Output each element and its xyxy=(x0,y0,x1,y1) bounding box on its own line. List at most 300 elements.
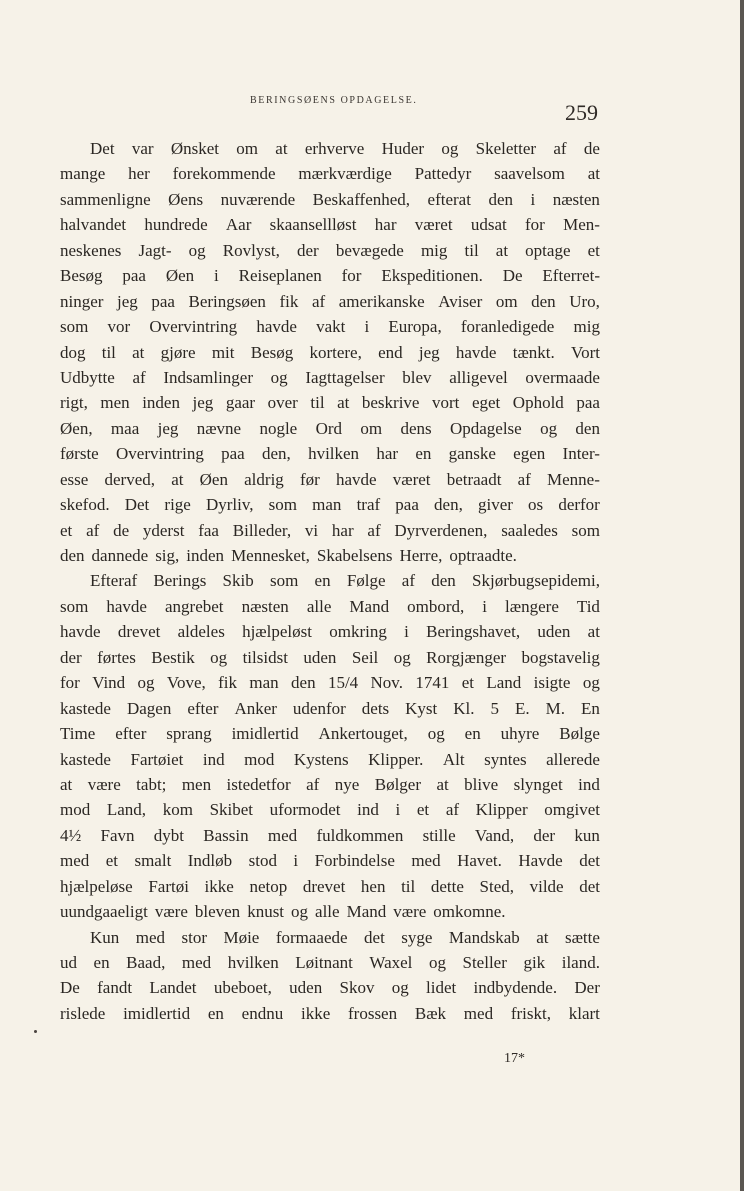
text-line xyxy=(60,441,600,466)
word: en xyxy=(415,444,432,464)
word: hvilken xyxy=(308,444,360,464)
word: inden xyxy=(142,393,180,413)
page-number: 259 xyxy=(565,100,598,125)
word: isigte xyxy=(533,673,571,693)
word: den, xyxy=(261,444,291,464)
word: efter xyxy=(115,724,147,744)
word: rislede xyxy=(60,1003,106,1023)
text-line xyxy=(60,721,600,746)
word: paa xyxy=(576,393,600,413)
text-line xyxy=(60,899,600,924)
word: Seil xyxy=(351,647,379,667)
word: hen xyxy=(360,876,386,896)
word: Tid xyxy=(576,596,600,616)
word: Sted, xyxy=(479,876,514,896)
word: smalt xyxy=(134,851,172,871)
word: os xyxy=(528,495,544,515)
word: og xyxy=(441,139,459,158)
word: Aviser xyxy=(438,291,483,311)
word: skefod. xyxy=(60,495,110,515)
word: over xyxy=(267,393,298,413)
word: omkring xyxy=(329,622,387,642)
text-line xyxy=(60,136,600,161)
word: aldrig xyxy=(244,469,284,489)
word: Bestik xyxy=(151,647,195,667)
word: alle xyxy=(315,902,340,922)
word: Vand, xyxy=(474,825,515,845)
word: der xyxy=(60,647,82,667)
word: førtes xyxy=(97,647,136,667)
word: Møie xyxy=(223,927,260,947)
word: dette xyxy=(430,876,464,896)
word: at xyxy=(171,469,184,489)
text-line xyxy=(60,594,600,619)
word: Beringshavet, xyxy=(426,622,521,642)
margin-dot xyxy=(34,1030,37,1033)
text-line xyxy=(60,492,600,517)
word: den, xyxy=(434,495,463,515)
text-line xyxy=(60,187,600,212)
word: bleven xyxy=(194,902,241,922)
word: vi xyxy=(304,520,319,540)
word: betraadt xyxy=(446,469,502,489)
word: ikke xyxy=(204,876,234,896)
text-line xyxy=(60,340,600,365)
word: at xyxy=(275,139,288,158)
word: den xyxy=(60,546,85,565)
word: om xyxy=(360,418,383,438)
word: uden xyxy=(537,622,571,642)
word: Der xyxy=(574,978,600,998)
word: Fartøiet xyxy=(130,749,184,769)
word: inden xyxy=(186,546,225,565)
word: udsat xyxy=(470,215,507,235)
word: Nov. xyxy=(370,673,403,693)
word: Overvintring xyxy=(149,317,238,337)
word: at xyxy=(495,240,509,260)
word: Dagen xyxy=(126,698,172,718)
word: mange xyxy=(60,164,106,184)
word: Steller xyxy=(462,953,507,972)
word: Ord xyxy=(315,418,343,438)
word: Bølge xyxy=(559,724,600,744)
word: til xyxy=(101,342,116,362)
text-line xyxy=(60,289,600,314)
word: de xyxy=(113,520,130,540)
word: Ønsket xyxy=(170,139,219,158)
page-edge xyxy=(740,0,744,1191)
word: og xyxy=(291,902,309,922)
word: kom xyxy=(162,800,193,820)
word: blev xyxy=(402,367,432,387)
word: alligevel xyxy=(449,367,508,387)
word: efterat xyxy=(427,189,471,209)
word: jeg xyxy=(192,393,214,413)
word: Iagttagelser xyxy=(305,367,385,387)
word: til xyxy=(310,393,325,413)
word: amerikanske xyxy=(338,291,425,311)
word: Øen, xyxy=(60,418,93,438)
word: fuldkommen xyxy=(316,825,404,845)
word: Klipper. xyxy=(368,749,424,769)
word: neskenes xyxy=(60,240,122,260)
word: Havde xyxy=(518,851,563,871)
word: endnu xyxy=(241,1003,284,1023)
word: Men- xyxy=(563,215,600,235)
word: Bæk xyxy=(414,1003,447,1023)
word: som xyxy=(60,596,89,616)
word: foranledigede xyxy=(460,317,555,337)
word: gik xyxy=(523,953,546,972)
word: Beringsøen xyxy=(188,291,266,311)
word: det xyxy=(364,927,385,947)
word: 4½ xyxy=(60,825,82,845)
word: havde xyxy=(455,342,497,362)
word: knust xyxy=(247,902,285,922)
word: dog xyxy=(60,342,86,362)
word: af xyxy=(553,139,567,158)
word: mig xyxy=(420,240,448,260)
word: Vort xyxy=(571,342,600,362)
word: Vove, xyxy=(166,673,206,693)
text-line xyxy=(60,670,600,695)
word: sammenligne xyxy=(60,189,151,209)
word: optage xyxy=(525,240,571,260)
word: optraadte. xyxy=(449,546,517,565)
word: bogstavelig xyxy=(521,647,600,667)
word: og xyxy=(428,953,446,972)
word: traf xyxy=(356,495,381,515)
word: Indløb xyxy=(187,851,233,871)
word: jeg xyxy=(117,291,138,311)
word: stor xyxy=(181,927,207,947)
word: som xyxy=(571,520,600,540)
word: udenfor xyxy=(292,698,346,718)
word: af xyxy=(367,520,381,540)
word: Det xyxy=(90,139,115,158)
word: var xyxy=(131,139,154,158)
word: at xyxy=(337,393,350,413)
text-line xyxy=(60,772,600,797)
word: esse xyxy=(60,469,89,489)
word: Indsamlinger xyxy=(163,367,254,387)
word: Udbytte xyxy=(60,367,115,387)
word: ganske xyxy=(448,444,496,464)
word: sprang xyxy=(166,724,212,744)
word: første xyxy=(60,444,99,464)
word: aldeles xyxy=(177,622,225,642)
word: De xyxy=(60,978,80,998)
word: dybt xyxy=(153,825,185,845)
word: med xyxy=(60,851,90,871)
word: være xyxy=(154,902,188,922)
word: Forbindelse xyxy=(314,851,395,871)
word: og xyxy=(391,978,409,998)
word: Huder xyxy=(381,139,425,158)
word: har xyxy=(374,215,397,235)
word: sig, xyxy=(155,546,180,565)
word: med xyxy=(411,851,441,871)
word: saavelsom xyxy=(494,164,565,184)
word: Alt xyxy=(442,749,465,769)
word: næsten xyxy=(241,596,289,616)
word: uden xyxy=(303,647,337,667)
word: stod xyxy=(248,851,277,871)
word: drevet xyxy=(302,876,346,896)
word: Time xyxy=(60,724,96,744)
text-line xyxy=(60,874,600,899)
word: men xyxy=(181,774,212,794)
word: i xyxy=(404,622,409,642)
word: bevægede xyxy=(335,240,404,260)
text-line xyxy=(60,975,600,1000)
word: Det xyxy=(124,495,150,515)
word: ind xyxy=(578,774,600,794)
word: netop xyxy=(249,876,288,896)
word: end xyxy=(378,342,403,362)
word: Ophold xyxy=(512,393,564,413)
word: man xyxy=(312,495,342,515)
word: vilde xyxy=(529,876,564,896)
word: de xyxy=(583,139,600,158)
word: drevet xyxy=(117,622,161,642)
word: kun xyxy=(574,825,600,845)
word: Bølger xyxy=(374,774,422,794)
text-line xyxy=(60,645,600,670)
word: overmaade xyxy=(525,367,600,387)
word: havde xyxy=(335,469,377,489)
word: faa xyxy=(198,520,219,540)
text-line xyxy=(60,568,600,593)
word: en xyxy=(93,953,110,972)
word: paa xyxy=(395,495,419,515)
word: gaar xyxy=(225,393,256,413)
word: allerede xyxy=(546,749,600,769)
word: giver xyxy=(477,495,513,515)
word: sætte xyxy=(564,927,600,947)
word: det xyxy=(579,876,600,896)
word: men xyxy=(100,393,130,413)
word: omgivet xyxy=(544,800,600,820)
word: M. xyxy=(545,698,565,718)
word: Ankertouget, xyxy=(318,724,408,744)
word: og xyxy=(137,673,155,693)
word: i xyxy=(364,317,370,337)
word: om xyxy=(495,291,518,311)
word: Jagt- xyxy=(138,240,172,260)
word: i xyxy=(530,189,536,209)
word: en xyxy=(464,724,481,744)
body-text xyxy=(60,136,600,1026)
word: Baad, xyxy=(126,953,166,972)
word: forekommende xyxy=(172,164,276,184)
word: og xyxy=(582,673,600,693)
text-line xyxy=(60,543,600,568)
word: og xyxy=(540,418,558,438)
word: den xyxy=(291,673,316,693)
word: det xyxy=(579,851,600,871)
text-line xyxy=(60,950,600,975)
word: Kun xyxy=(90,927,120,947)
word: blive xyxy=(464,774,499,794)
word: efter xyxy=(187,698,219,718)
word: Reiseplanen xyxy=(238,266,322,286)
word: Aar xyxy=(225,215,252,235)
word: den xyxy=(431,571,456,591)
word: paa xyxy=(122,266,146,286)
word: kastede xyxy=(60,698,111,718)
word: havde xyxy=(60,622,101,642)
word: Waxel xyxy=(369,953,413,972)
word: 15/4 xyxy=(327,673,359,693)
word: med xyxy=(463,1003,494,1023)
word: man xyxy=(249,673,279,693)
word: vor xyxy=(107,317,131,337)
word: og xyxy=(393,647,411,667)
word: uden xyxy=(289,978,323,998)
text-line xyxy=(60,263,600,288)
word: kastede xyxy=(60,749,111,769)
word: mod xyxy=(60,800,91,820)
word: Besøg xyxy=(250,342,294,362)
word: Kl. xyxy=(453,698,475,718)
word: indbydende. xyxy=(473,978,558,998)
word: af xyxy=(445,800,460,820)
word: med xyxy=(135,927,166,947)
word: været xyxy=(392,469,431,489)
word: erhverve xyxy=(304,139,365,158)
text-line xyxy=(60,212,600,237)
word: paa xyxy=(221,444,245,464)
word: dens xyxy=(400,418,432,438)
text-line xyxy=(60,518,600,543)
text-line xyxy=(60,925,600,950)
word: Mandskab xyxy=(448,927,520,947)
word: skaansellløst xyxy=(269,215,357,235)
word: alle xyxy=(306,596,332,616)
text-line xyxy=(60,747,600,772)
word: af xyxy=(132,367,146,387)
word: Efterret- xyxy=(542,266,600,286)
word: et xyxy=(416,800,430,820)
word: Bassin xyxy=(203,825,249,845)
word: Vind xyxy=(92,673,126,693)
word: her xyxy=(128,164,150,184)
text-line xyxy=(60,390,600,415)
word: paa xyxy=(151,291,175,311)
text-line xyxy=(60,314,600,339)
word: saaledes xyxy=(501,520,558,540)
word: et xyxy=(587,240,600,260)
word: ubeboet, xyxy=(213,978,272,998)
word: Skabelsens xyxy=(316,546,393,565)
word: ikke xyxy=(300,1003,331,1023)
word: Øen xyxy=(165,266,195,286)
word: og xyxy=(427,724,445,744)
word: Mand xyxy=(346,902,387,922)
word: for xyxy=(60,673,80,693)
word: E. xyxy=(514,698,530,718)
word: eget xyxy=(471,393,501,413)
word: mig xyxy=(573,317,600,337)
word: mod xyxy=(244,749,275,769)
word: Rovlyst, xyxy=(222,240,280,260)
word: ombord, xyxy=(407,596,465,616)
word: Land, xyxy=(106,800,147,820)
word: Skibet xyxy=(209,800,254,820)
word: Dyrliv, xyxy=(205,495,254,515)
word: Løitnant xyxy=(295,953,353,972)
word: Landet xyxy=(149,978,197,998)
text-line xyxy=(60,848,600,873)
word: næsten xyxy=(552,189,600,209)
word: Besøg xyxy=(60,266,103,286)
word: nogle xyxy=(259,418,298,438)
word: til xyxy=(464,240,479,260)
word: formaaede xyxy=(275,927,348,947)
word: af xyxy=(401,571,416,591)
word: beskrive xyxy=(361,393,420,413)
word: i xyxy=(214,266,219,286)
word: og xyxy=(270,367,288,387)
word: med xyxy=(181,953,212,972)
word: være xyxy=(87,774,121,794)
word: hjælpeløst xyxy=(242,622,312,642)
word: for xyxy=(341,266,362,286)
word: dannede xyxy=(91,546,149,565)
word: ind xyxy=(357,800,379,820)
word: Pattedyr xyxy=(414,164,472,184)
word: vort xyxy=(432,393,460,413)
word: til xyxy=(401,876,416,896)
word: Billeder, xyxy=(232,520,292,540)
word: frossen xyxy=(348,1003,398,1023)
word: har xyxy=(376,444,399,464)
word: Skjørbugsepidemi, xyxy=(472,571,600,591)
word: i xyxy=(482,596,488,616)
word: Øen xyxy=(199,469,228,489)
text-line xyxy=(60,416,600,441)
word: imidlertid xyxy=(231,724,299,744)
word: uformodet xyxy=(269,800,341,820)
word: fandt xyxy=(97,978,133,998)
word: Land xyxy=(486,673,522,693)
word: rige xyxy=(164,495,191,515)
word: Skib xyxy=(222,571,254,591)
word: hvilken xyxy=(227,953,279,972)
word: ud xyxy=(60,953,77,972)
text-line xyxy=(60,1001,600,1026)
word: Menne- xyxy=(547,469,600,489)
word: Kyst xyxy=(405,698,438,718)
word: et xyxy=(60,520,73,540)
word: længere xyxy=(505,596,559,616)
word: derfor xyxy=(558,495,600,515)
word: være xyxy=(393,902,427,922)
word: Herre, xyxy=(399,546,443,565)
word: 1741 xyxy=(415,673,450,693)
word: nuværende xyxy=(220,189,296,209)
word: som xyxy=(268,495,297,515)
word: dets xyxy=(361,698,390,718)
word: Beskaffenhed, xyxy=(312,189,411,209)
word: med xyxy=(267,825,298,845)
word: Berings xyxy=(153,571,207,591)
word: at xyxy=(587,164,600,184)
word: af xyxy=(86,520,100,540)
word: yderst xyxy=(142,520,185,540)
word: rigt, xyxy=(60,393,88,413)
